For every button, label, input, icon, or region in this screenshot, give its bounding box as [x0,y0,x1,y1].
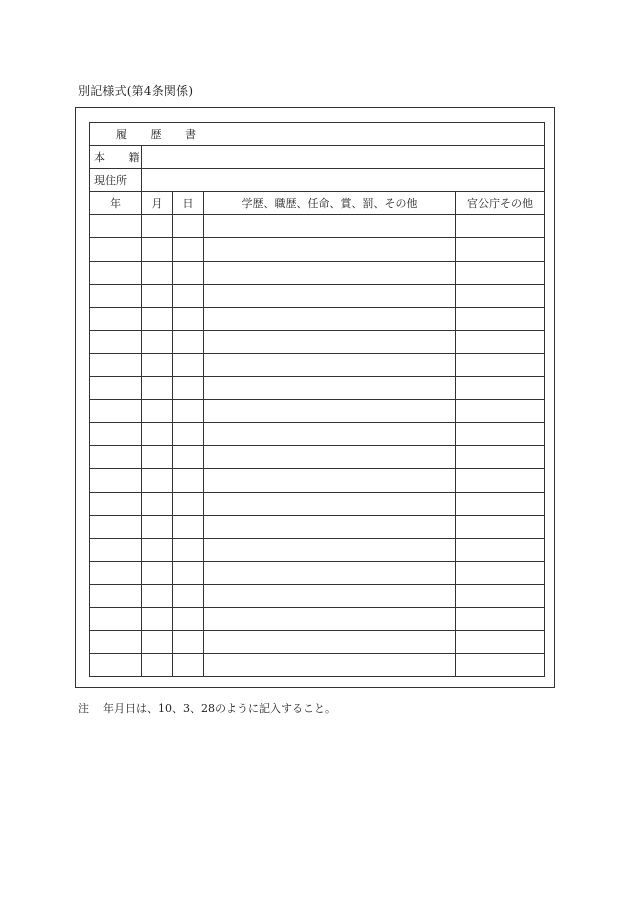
day-cell[interactable] [173,423,204,446]
month-cell[interactable] [142,492,173,515]
footnote [78,700,336,716]
day-cell[interactable] [173,400,204,423]
history-cell[interactable] [204,307,456,330]
office-cell[interactable] [456,215,545,238]
month-cell[interactable] [142,469,173,492]
address-label: 現住所 [90,169,142,192]
history-row [90,400,545,423]
history-row [90,330,545,353]
year-cell[interactable] [90,584,142,607]
day-cell[interactable] [173,307,204,330]
history-cell[interactable] [204,377,456,400]
history-cell[interactable] [204,238,456,261]
honseki-row [90,146,545,169]
address-field[interactable] [142,169,545,192]
month-cell[interactable] [142,238,173,261]
col-header-year: 年 [90,192,142,215]
year-cell[interactable] [90,654,142,677]
day-cell[interactable] [173,515,204,538]
year-cell[interactable] [90,261,142,284]
honseki-field[interactable] [142,146,545,169]
history-row [90,492,545,515]
day-cell[interactable] [173,261,204,284]
day-cell[interactable] [173,330,204,353]
month-cell[interactable] [142,654,173,677]
office-cell[interactable] [456,515,545,538]
office-cell[interactable] [456,330,545,353]
year-cell[interactable] [90,469,142,492]
month-cell[interactable] [142,538,173,561]
office-cell[interactable] [456,538,545,561]
office-cell[interactable] [456,654,545,677]
history-row [90,307,545,330]
day-cell[interactable] [173,284,204,307]
year-cell[interactable] [90,330,142,353]
office-cell[interactable] [456,261,545,284]
history-cell[interactable] [204,261,456,284]
day-cell[interactable] [173,584,204,607]
history-cell[interactable] [204,607,456,630]
month-cell[interactable] [142,400,173,423]
month-cell[interactable] [142,215,173,238]
day-cell[interactable] [173,631,204,654]
form-label: 別記様式(第4条関係) [78,84,194,98]
col-header-month: 月 [142,192,173,215]
day-cell[interactable] [173,607,204,630]
history-row [90,446,545,469]
history-cell[interactable] [204,400,456,423]
month-cell[interactable] [142,353,173,376]
history-cell[interactable] [204,423,456,446]
office-cell[interactable] [456,307,545,330]
history-cell[interactable] [204,561,456,584]
office-cell[interactable] [456,377,545,400]
history-row [90,654,545,677]
history-row [90,377,545,400]
day-cell[interactable] [173,469,204,492]
history-cell[interactable] [204,353,456,376]
history-cell[interactable] [204,215,456,238]
day-cell[interactable] [173,377,204,400]
title-row [90,123,545,146]
history-row [90,607,545,630]
office-cell[interactable] [456,423,545,446]
day-cell[interactable] [173,654,204,677]
year-cell[interactable] [90,238,142,261]
history-row [90,561,545,584]
month-cell[interactable] [142,446,173,469]
year-cell[interactable] [90,307,142,330]
history-cell[interactable] [204,446,456,469]
month-cell[interactable] [142,423,173,446]
day-cell[interactable] [173,492,204,515]
office-cell[interactable] [456,584,545,607]
month-cell[interactable] [142,284,173,307]
history-cell[interactable] [204,469,456,492]
office-cell[interactable] [456,631,545,654]
day-cell[interactable] [173,561,204,584]
office-cell[interactable] [456,238,545,261]
history-row [90,469,545,492]
day-cell[interactable] [173,538,204,561]
history-cell[interactable] [204,330,456,353]
history-cell[interactable] [204,631,456,654]
address-row [90,169,545,192]
month-cell[interactable] [142,515,173,538]
honseki-label: 本 籍 [90,146,142,169]
history-cell[interactable] [204,654,456,677]
history-row [90,261,545,284]
history-row [90,584,545,607]
history-row [90,538,545,561]
year-cell[interactable] [90,215,142,238]
office-cell[interactable] [456,469,545,492]
note-mark: 注 [78,702,89,715]
office-cell[interactable] [456,607,545,630]
column-header-row [90,192,545,215]
year-cell[interactable] [90,515,142,538]
month-cell[interactable] [142,607,173,630]
office-cell[interactable] [456,400,545,423]
history-row [90,284,545,307]
office-cell[interactable] [456,284,545,307]
month-cell[interactable] [142,377,173,400]
history-cell[interactable] [204,515,456,538]
history-row [90,515,545,538]
history-row [90,631,545,654]
month-cell[interactable] [142,584,173,607]
day-cell[interactable] [173,215,204,238]
col-header-history: 学歴、職歴、任命、賞、罰、その他 [204,192,456,215]
note-text: 年月日は、10、3、28のように記入すること。 [103,702,336,715]
year-cell[interactable] [90,353,142,376]
year-cell[interactable] [90,377,142,400]
month-cell[interactable] [142,330,173,353]
day-cell[interactable] [173,446,204,469]
month-cell[interactable] [142,307,173,330]
year-cell[interactable] [90,400,142,423]
day-cell[interactable] [173,238,204,261]
history-cell[interactable] [204,584,456,607]
resume-title: 履 歴 書 [90,123,545,146]
month-cell[interactable] [142,561,173,584]
col-header-office: 官公庁その他 [456,192,545,215]
month-cell[interactable] [142,261,173,284]
history-row [90,215,545,238]
year-cell[interactable] [90,446,142,469]
year-cell[interactable] [90,492,142,515]
history-cell[interactable] [204,492,456,515]
year-cell[interactable] [90,631,142,654]
history-row [90,423,545,446]
year-cell[interactable] [90,284,142,307]
history-row [90,238,545,261]
office-cell[interactable] [456,561,545,584]
year-cell[interactable] [90,423,142,446]
year-cell[interactable] [90,538,142,561]
year-cell[interactable] [90,561,142,584]
month-cell[interactable] [142,631,173,654]
history-row [90,353,545,376]
office-cell[interactable] [456,446,545,469]
office-cell[interactable] [456,353,545,376]
office-cell[interactable] [456,492,545,515]
resume-table [89,122,545,677]
history-cell[interactable] [204,538,456,561]
history-cell[interactable] [204,284,456,307]
col-header-day: 日 [173,192,204,215]
year-cell[interactable] [90,607,142,630]
day-cell[interactable] [173,353,204,376]
